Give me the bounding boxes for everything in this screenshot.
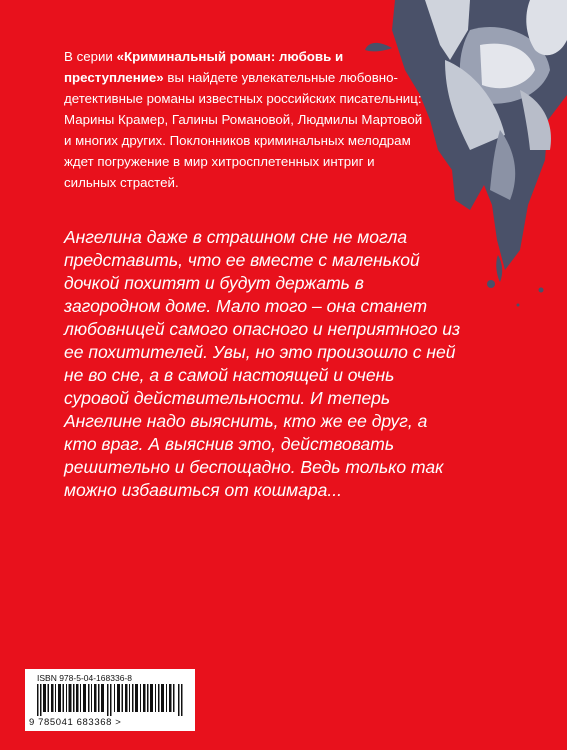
barcode-panel xyxy=(25,669,195,731)
isbn-label: ISBN 978-5-04-168336-8 xyxy=(37,673,132,683)
barcode-bars xyxy=(37,684,183,716)
series-prefix: В серии xyxy=(64,49,117,64)
book-blurb: Ангелина даже в страшном сне не могла представить, что ее вместе с маленькой дочкой похитят и будут держать в загородном доме. Мало того – она станет любовницей самого опасного и неприятного из ее похитителей. Увы, но это произошло с ней не во сне, а в самой настоящей и очень суровой действительности. И теперь Ангелине надо выяснить, кто же ее друг, а кто враг. А выяснив это, действовать решительно и беспощадно. Ведь только так можно избавиться от кошмара... xyxy=(64,227,461,500)
series-name: «Криминальный роман: любовь и преступление» xyxy=(64,49,344,85)
barcode-digits: 9 785041 683368 > xyxy=(29,717,122,728)
series-rest: вы найдете увлекательные любовно-детективные романы известных российских писательниц: Марины Крамер, Галины Романовой, Людмилы Мартовой и многих других. Поклонников криминальных мелодрам ждет погружение в мир хитросплетенных интриг и сильных страстей. xyxy=(64,70,423,190)
series-description xyxy=(64,46,424,193)
